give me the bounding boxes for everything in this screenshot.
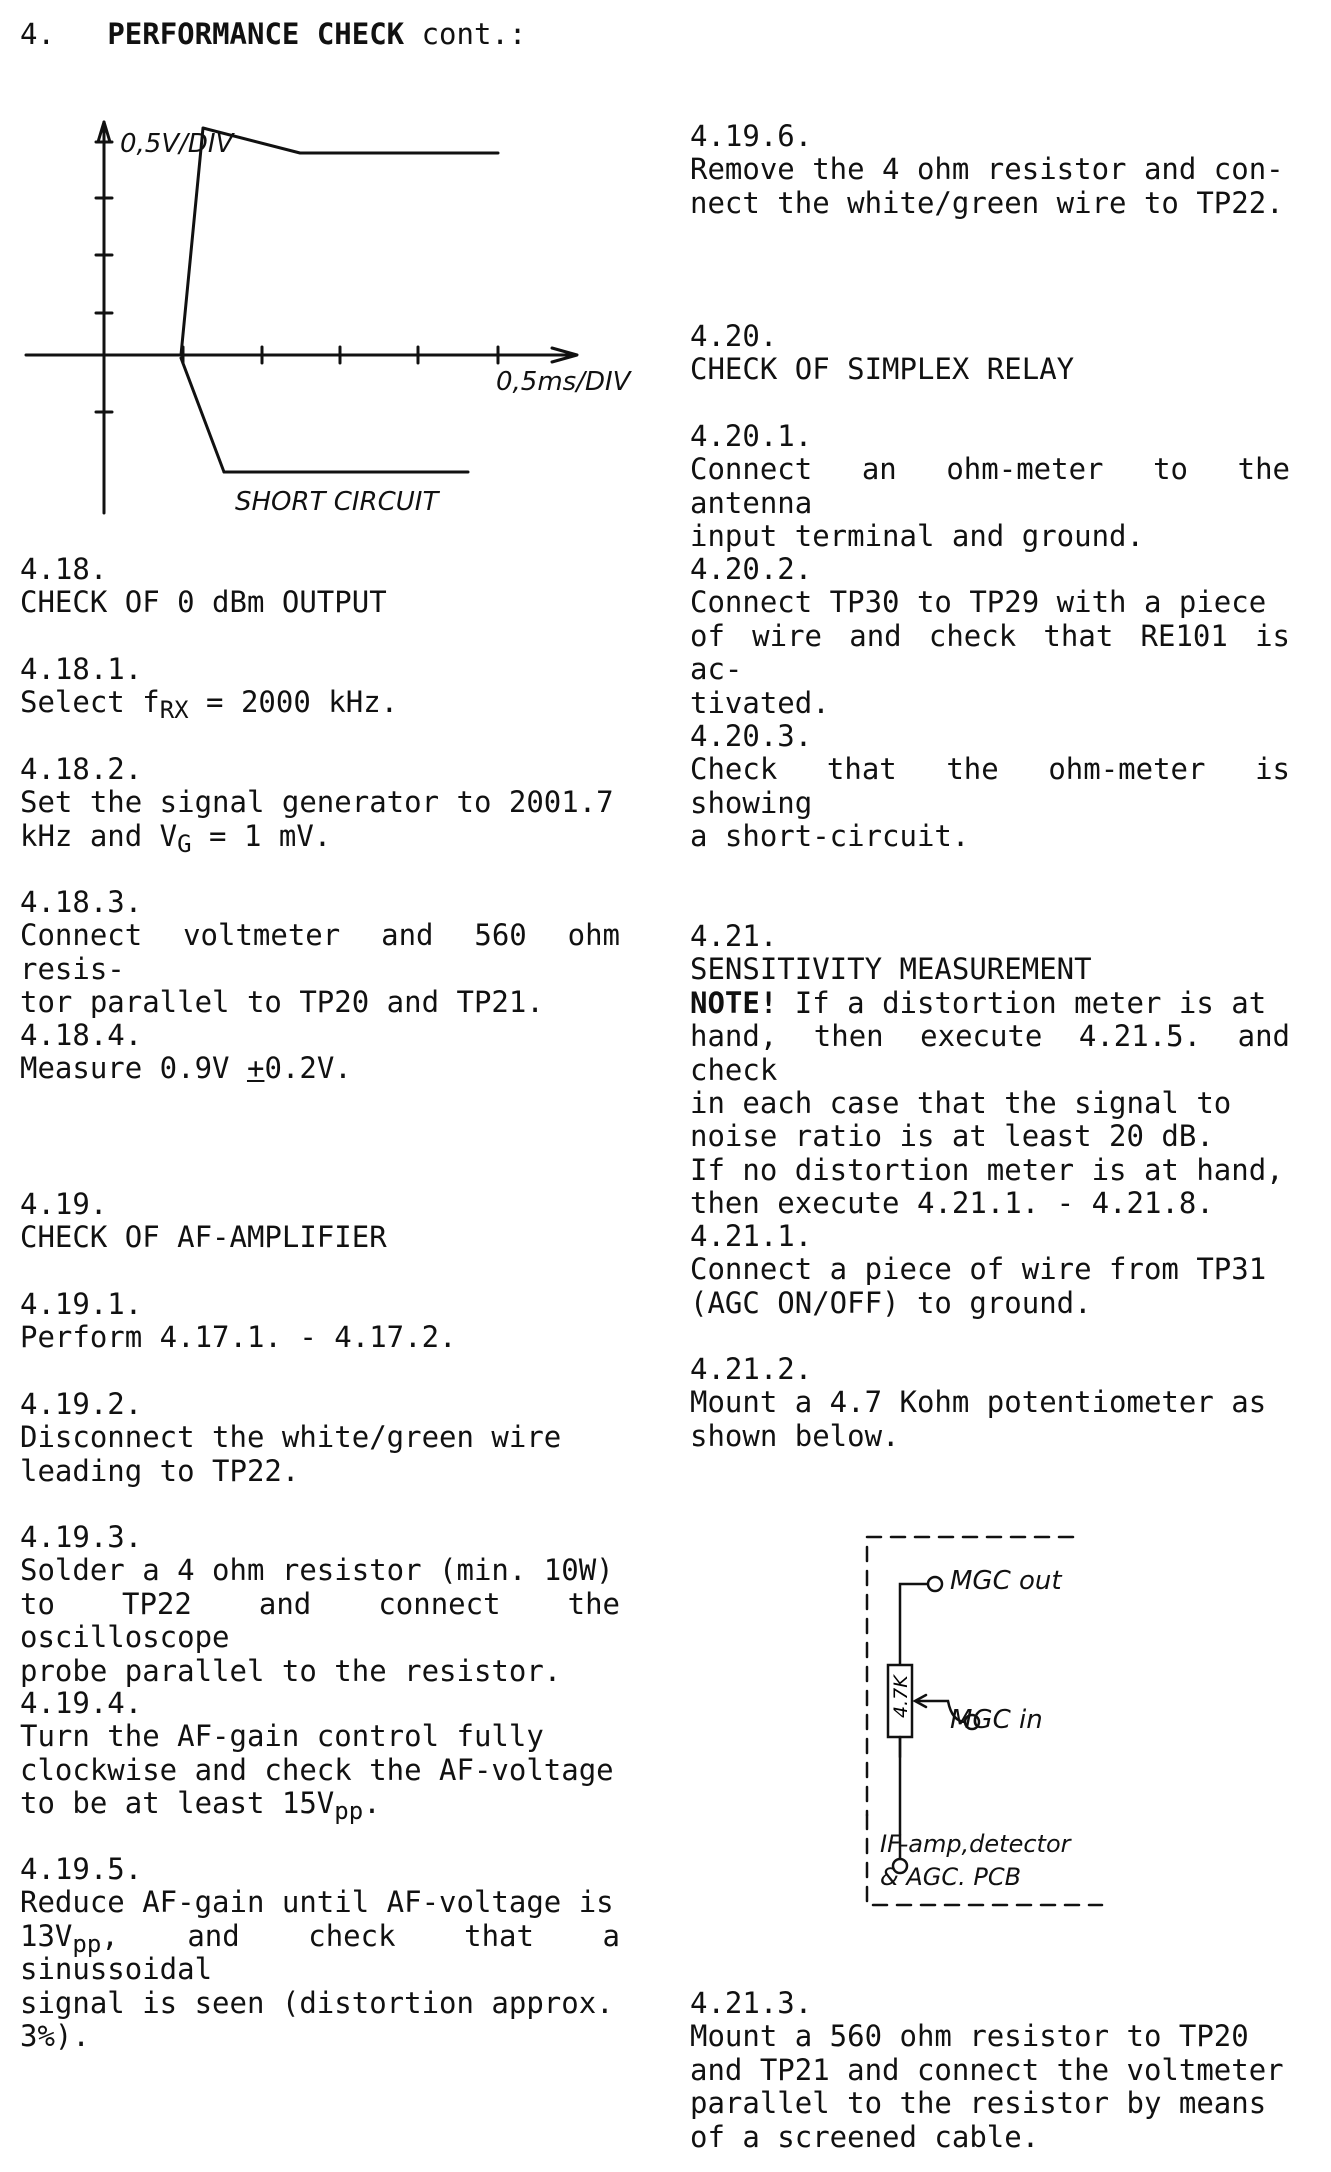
text-line: tor parallel to TP20 and TP21. [20,985,544,1020]
section-4-19-2 [20,1388,620,1488]
section-4-19 [20,1188,620,1255]
text-line: Mount a 560 ohm resistor to TP20 [690,2019,1249,2054]
subscript: G [177,829,192,858]
section-number: 4.21. [690,919,778,953]
section-4-20 [690,320,1290,387]
section-number: 4.21.2. [690,1352,813,1386]
section-number: 4.19.3. [20,1520,143,1554]
section-number: 4.18.3. [20,885,143,919]
text: 0.2V. [264,1051,352,1086]
section-number: 4.19.1. [20,1287,143,1321]
text: to be at least 15V [20,1786,335,1821]
header-title-rest: cont.: [404,17,527,51]
text-line: Turn the AF-gain control fully [20,1719,544,1754]
text-line: Disconnect the white/green wire [20,1420,562,1455]
response-curve [181,128,498,355]
mgc-out-label: MGC out [950,1566,1062,1596]
section-4-19-1 [20,1288,620,1355]
plus-minus: + [246,1051,265,1086]
mgc-in-label: MGC in [950,1705,1043,1735]
text-line: then execute 4.21.1. - 4.21.8. [690,1186,1214,1221]
text-line: (AGC ON/OFF) to ground. [690,1285,1092,1320]
section-number: 4.21.1. [690,1219,813,1253]
note-label: NOTE! [690,985,778,1020]
y-axis-label: 0,5V/DIV [120,129,234,159]
section-number: 4.21.3. [690,1986,813,2020]
section-number: 4.20. [690,319,778,353]
section-number: 4.19.4. [20,1686,143,1720]
text-line: If no distortion meter is at hand, [690,1152,1284,1187]
text-line: leading to TP22. [20,1453,300,1488]
section-title: CHECK OF SIMPLEX RELAY [690,352,1075,387]
section-title: CHECK OF AF-AMPLIFIER [20,1220,387,1255]
text: = 2000 kHz. [188,685,399,720]
text-line: nect the white/green wire to TP22. [690,185,1284,220]
page-header [20,18,526,51]
text-line: tivated. [690,685,830,720]
section-4-18 [20,553,620,620]
text-line: Mount a 4.7 Kohm potentiometer as [690,1385,1267,1420]
section-title: SENSITIVITY MEASUREMENT [690,952,1092,987]
subscript: RX [159,696,189,725]
text-line: Check that the ohm-meter is showing [690,752,1290,820]
section-number: 4.20.1. [690,419,813,453]
text-line: hand, then execute 4.21.5. and check [690,1019,1290,1087]
section-4-19-5 [20,1853,620,2053]
section-number: 4.20.2. [690,552,813,586]
section-4-20-2 [690,553,1290,720]
subscript: pp [334,1797,364,1826]
section-4-20-1 [690,420,1290,554]
section-number: 4.18. [20,552,108,586]
text: , and check that a sinussoidal [20,1918,620,1987]
text-line: parallel to the resistor by means [690,2086,1267,2121]
short-circuit-label: SHORT CIRCUIT [235,487,439,517]
text-line: 3%). [20,2019,90,2054]
text-line: input terminal and ground. [690,519,1144,554]
resistor-value: 4.7K [890,1675,912,1718]
text: If a distortion meter is at [777,985,1267,1020]
text-line: Connect a piece of wire from TP31 [690,1252,1267,1287]
section-4-20-3 [690,720,1290,854]
pcb-label-line1: IF-amp,detector [880,1830,1071,1858]
section-number: 4.19. [20,1187,108,1221]
annotation-leader [181,358,224,472]
text-line: Solder a 4 ohm resistor (min. 10W) [20,1553,614,1588]
section-number: 4. [20,17,55,51]
text: . [363,1786,381,1821]
section-number: 4.18.2. [20,752,143,786]
text-line: Connect voltmeter and 560 ohm resis- [20,918,620,986]
header-title: PERFORMANCE CHECK [107,17,405,51]
section-4-18-1 [20,652,620,725]
text-line: to TP22 and connect the oscilloscope [20,1586,620,1655]
oscilloscope-graph [0,100,660,530]
text: Measure 0.9V [20,1051,247,1086]
text-line: of a screened cable. [690,2119,1040,2154]
section-4-21-1 [690,1220,1290,1320]
section-4-18-4 [20,1019,620,1086]
text-line: probe parallel to the resistor. [20,1653,562,1688]
text-line: signal is seen (distortion approx. [20,1985,614,2020]
section-number: 4.19.5. [20,1852,143,1886]
text: Select f [20,685,160,720]
section-number: 4.18.4. [20,1018,143,1052]
text-line: and TP21 and connect the voltmeter [690,2052,1284,2087]
section-4-21-3 [690,1987,1290,2154]
section-number: 4.19.6. [690,119,813,153]
section-4-18-3 [20,886,620,1020]
text-line: shown below. [690,1418,900,1453]
section-number: 4.20.3. [690,719,813,753]
text-line: in each case that the signal to [690,1086,1232,1121]
section-number: 4.18.1. [20,652,143,686]
text-line: Remove the 4 ohm resistor and con- [690,152,1284,187]
text-line: Set the signal generator to 2001.7 [20,785,614,820]
section-4-21-2 [690,1353,1290,1453]
text: 13V [20,1918,73,1953]
pcb-label-line2: & AGC. PCB [880,1863,1022,1891]
text-line: Reduce AF-gain until AF-voltage is [20,1885,614,1920]
text-line: Perform 4.17.1. - 4.17.2. [20,1320,457,1355]
text-line: noise ratio is at least 20 dB. [690,1119,1214,1154]
section-4-19-3 [20,1521,620,1688]
section-title: CHECK OF 0 dBm OUTPUT [20,585,387,620]
section-4-21 [690,920,1290,1221]
section-4-19-4 [20,1686,620,1826]
text-line: Connect an ohm-meter to the antenna [690,452,1290,520]
text-line: a short-circuit. [690,819,970,854]
section-4-19-6 [690,120,1290,220]
section-4-18-2 [20,752,620,858]
section-number: 4.19.2. [20,1387,143,1421]
subscript: pp [72,1929,102,1958]
x-axis-label: 0,5ms/DIV [496,367,631,397]
text: = 1 mV. [191,818,332,853]
text-line: clockwise and check the AF-voltage [20,1752,614,1787]
text-line: of wire and check that RE101 is ac- [690,618,1290,687]
text: kHz and V [20,818,178,853]
terminal-mgc-out [928,1577,942,1591]
text-line: Connect TP30 to TP29 with a piece [690,585,1267,620]
